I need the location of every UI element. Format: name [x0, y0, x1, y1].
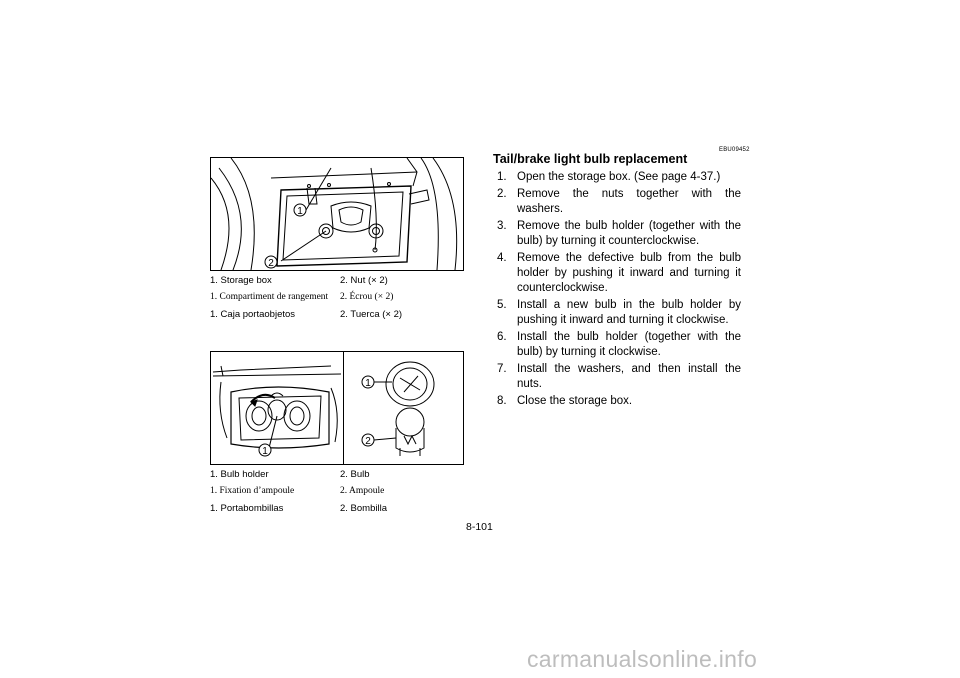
caption-row-en	[210, 466, 462, 483]
caption-row-es	[210, 306, 462, 323]
storage-box-drawing	[211, 158, 463, 270]
page-number: 8-101	[466, 521, 493, 533]
step-item	[497, 170, 741, 185]
step-text: Install the washers, and then install the nuts.	[517, 363, 741, 390]
section-code: EBU09452	[719, 147, 750, 153]
step-text: Install the bulb holder (together with the bulb) by turning it clockwise.	[517, 331, 741, 358]
caption-item-1: 1. Storage box	[210, 275, 272, 286]
step-item	[497, 298, 741, 328]
caption-row-fr	[210, 483, 462, 500]
callout-2: 2	[365, 436, 371, 447]
caption-item-2: 2. Bombilla	[340, 503, 387, 514]
caption-item-2: 2. Écrou (× 2)	[340, 292, 394, 302]
caption-row-en	[210, 272, 462, 289]
step-text: Remove the defective bulb from the bulb holder by pushing it inward and turning it counterclockwise.	[517, 252, 741, 294]
procedure-steps	[497, 170, 741, 411]
callout-1: 1	[365, 378, 371, 389]
caption-item-1: 1. Compartiment de rangement	[210, 292, 329, 302]
caption-row-es	[210, 500, 462, 517]
step-number: 2.	[497, 188, 507, 200]
caption-item-1: 1. Portabombillas	[210, 503, 284, 514]
step-number: 6.	[497, 331, 507, 343]
bulb-holder-illustration	[210, 351, 464, 465]
bulb-holder-drawing	[211, 352, 343, 464]
caption-item-2: 2. Bulb	[340, 469, 370, 480]
step-item	[497, 251, 741, 296]
caption-row-fr	[210, 289, 462, 306]
figure1-captions	[210, 272, 462, 323]
step-number: 5.	[497, 299, 507, 311]
storage-box-illustration	[210, 157, 464, 271]
caption-item-2: 2. Ampoule	[340, 486, 385, 496]
step-item	[497, 362, 741, 392]
step-text: Remove the nuts together with the washers.	[517, 188, 741, 215]
caption-item-2: 2. Nut (× 2)	[340, 275, 388, 286]
caption-item-1: 1. Caja portaobjetos	[210, 309, 296, 320]
step-text: Close the storage box.	[517, 395, 633, 407]
step-item	[497, 187, 741, 217]
step-item	[497, 219, 741, 249]
step-number: 4.	[497, 252, 507, 264]
caption-item-2: 2. Tuerca (× 2)	[340, 309, 403, 320]
caption-item-1: 1. Bulb holder	[210, 469, 269, 480]
section-heading: Tail/brake light bulb replacement	[493, 152, 688, 166]
step-number: 7.	[497, 363, 507, 375]
callout-1: 1	[262, 446, 268, 457]
step-number: 8.	[497, 395, 507, 407]
step-item	[497, 394, 741, 409]
step-item	[497, 330, 741, 360]
figure2-captions	[210, 466, 462, 517]
step-text: Open the storage box. (See page 4-37.)	[517, 171, 721, 183]
callout-1: 1	[297, 206, 303, 217]
callout-2: 2	[268, 258, 274, 269]
step-number: 1.	[497, 171, 507, 183]
step-text: Install a new bulb in the bulb holder by pushing it inward and turning it clockwise.	[517, 299, 741, 326]
step-number: 3.	[497, 220, 507, 232]
step-text: Remove the bulb holder (together with the bulb) by turning it counterclockwise.	[517, 220, 741, 247]
bulb-drawing	[344, 352, 463, 464]
watermark-text: carmanualsonline.info	[527, 646, 758, 672]
caption-item-1: 1. Fixation d’ampoule	[210, 486, 295, 496]
